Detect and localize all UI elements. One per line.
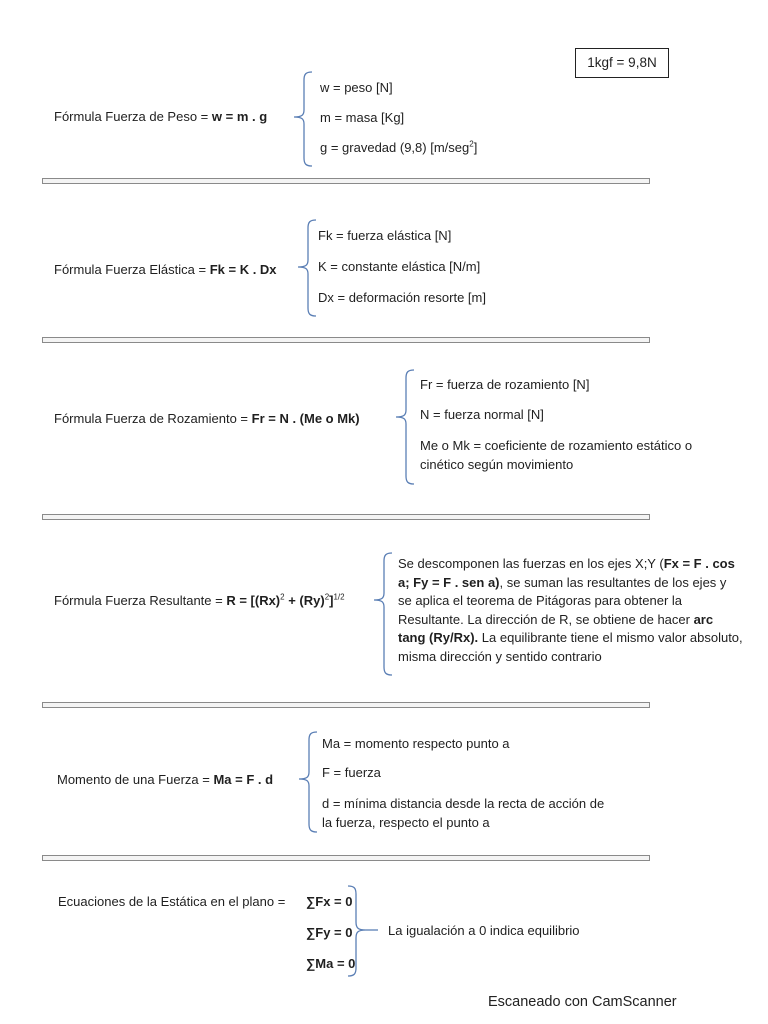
rozamiento-def-fr: Fr = fuerza de rozamiento [N] [420, 377, 590, 392]
estatica-note: La igualación a 0 indica equilibrio [388, 923, 580, 938]
scanner-footer: Escaneado con CamScanner [488, 994, 677, 1010]
elastica-def-fk: Fk = fuerza elástica [N] [318, 228, 452, 243]
peso-formula [54, 109, 267, 124]
elastica-label: Fórmula Fuerza Elástica = [54, 262, 210, 277]
estatica-label: Ecuaciones de la Estática en el plano = [58, 894, 286, 909]
peso-def-g-exp: 2 [469, 139, 474, 149]
resultante-desc-b2: arc tang (Ry/Rx). [398, 611, 714, 645]
peso-brace [292, 70, 316, 170]
separator-2 [42, 337, 650, 343]
rozamiento-formula-text: Fr = N . (Me o Mk) [251, 411, 360, 426]
elastica-formula-text: Fk = K . Dx [209, 262, 277, 277]
elastica-def-dx: Dx = deformación resorte [m] [318, 290, 486, 305]
momento-formula-text: Ma = F . d [213, 772, 274, 787]
resultante-desc-t1: Se descomponen las fuerzas en los ejes X;Y ( [398, 556, 664, 571]
separator-5 [42, 855, 650, 861]
peso-def-g-close: ] [473, 140, 478, 155]
peso-def-g [320, 140, 477, 155]
resultante-exp-rx: 2 [280, 592, 285, 602]
resultante-formula-b: + (Ry) [284, 593, 325, 608]
momento-def-d-1: d = mínima distancia desde la recta de acción de [322, 796, 605, 811]
elastica-formula [54, 262, 277, 277]
momento-def-d-2: la fuerza, respecto el punto a [322, 815, 490, 830]
resultante-formula-c: ] [329, 593, 334, 608]
estatica-eq-fy: ∑Fy = 0 [306, 925, 353, 940]
peso-def-w: w = peso [N] [320, 80, 393, 95]
separator-3 [42, 514, 650, 520]
estatica-eq-ma: ∑Ma = 0 [306, 956, 356, 971]
conversion-box: 1kgf = 9,8N [575, 48, 669, 78]
resultante-description [398, 555, 743, 666]
momento-def-f: F = fuerza [322, 765, 381, 780]
separator-1 [42, 178, 650, 184]
estatica-eq-fx: ∑Fx = 0 [306, 894, 353, 909]
rozamiento-def-me-2: cinético según movimiento [420, 457, 574, 472]
resultante-exp-ry: 2 [324, 592, 330, 602]
rozamiento-def-me-1: Me o Mk = coeficiente de rozamiento estático o [420, 438, 693, 453]
separator-4 [42, 702, 650, 708]
rozamiento-formula [54, 411, 360, 426]
resultante-formula-a: R = [(Rx) [226, 593, 281, 608]
resultante-brace [372, 551, 396, 679]
estatica-brace [344, 884, 380, 980]
resultante-desc-b1: Fx = F . cos a; Fy = F . sen a) [398, 556, 735, 590]
elastica-brace [296, 218, 320, 320]
resultante-formula [54, 593, 345, 608]
rozamiento-label: Fórmula Fuerza de Rozamiento = [54, 411, 252, 426]
rozamiento-brace [394, 368, 418, 488]
momento-formula [57, 772, 273, 787]
elastica-def-k: K = constante elástica [N/m] [318, 259, 481, 274]
momento-brace [297, 730, 321, 836]
peso-formula-text: w = m . g [211, 109, 268, 124]
resultante-desc-t3: La equilibrante tiene el mismo valor absoluto, misma dirección y sentido contrario [398, 630, 743, 664]
momento-label: Momento de una Fuerza = [57, 772, 214, 787]
rozamiento-def-n: N = fuerza normal [N] [420, 407, 544, 422]
momento-def-ma: Ma = momento respecto punto a [322, 736, 510, 751]
resultante-exp-half: 1/2 [333, 592, 345, 602]
peso-label: Fórmula Fuerza de Peso = [54, 109, 212, 124]
resultante-label: Fórmula Fuerza Resultante = [54, 593, 227, 608]
peso-def-m: m = masa [Kg] [320, 110, 405, 125]
resultante-desc-t2: , se suman las resultantes de los ejes y se aplica el teorema de Pitágoras para obtener la Resultante. La dirección de R, se obtiene de hacer [398, 574, 727, 627]
peso-def-g-text: g = gravedad (9,8) [m/seg [320, 140, 470, 155]
